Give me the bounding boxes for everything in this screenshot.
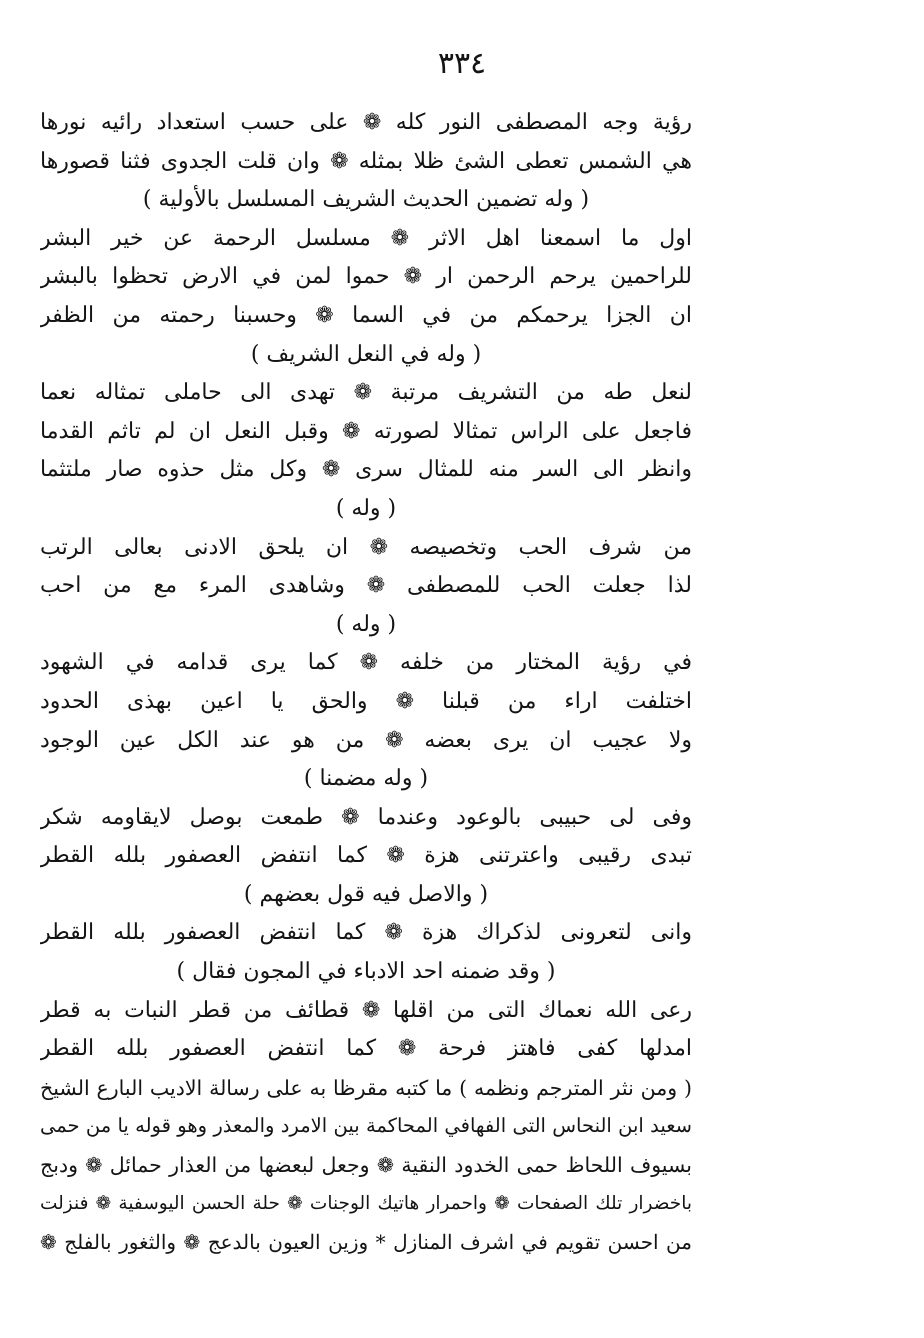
prose-line: بسيوف اللحاظ حمى الخدود النقية ❁ وجعل لبعضها من العذار حمائل ❁ ودبج bbox=[40, 1153, 692, 1178]
section-heading: ( وله في النعل الشريف ) bbox=[250, 341, 482, 367]
prose-line: من احسن تقويم في اشرف المنازل * وزين العيون بالدعج ❁ والثغور بالفلج ❁ bbox=[40, 1230, 692, 1255]
prose-line: سعيد ابن النحاس التى الفهافي المحاكمة بين الامرد والمعذر وهو قوله يا من حمى bbox=[40, 1114, 692, 1138]
verse-line: للراحمين يرحم الرحمن ار ❁ حموا لمن في الارض تحظوا بالبشر bbox=[40, 264, 692, 290]
prose-line: ( ومن نثر المترجم ونظمه ) ما كتبه مقرظا به على رسالة الاديب البارع الشيخ bbox=[40, 1075, 692, 1100]
verse-line: لنعل طه من التشريف مرتبة ❁ تهدى الى حاملى تمثاله نعما bbox=[40, 380, 692, 406]
section-heading: ( والاصل فيه قول بعضهم ) bbox=[243, 881, 489, 907]
verse-line: اول ما اسمعنا اهل الاثر ❁ مسلسل الرحمة عن خير البشر bbox=[40, 225, 692, 251]
verse-line: رعى الله نعماك التى من اقلها ❁ قطائف من قطر النبات به قطر bbox=[40, 997, 692, 1023]
verse-line: اختلفت اراء من قبلنا ❁ والحق يا اعين بهذى الحدود bbox=[40, 688, 692, 714]
verse-line: رؤية وجه المصطفى النور كله ❁ على حسب استعداد رائيه نورها bbox=[40, 110, 692, 135]
verse-line: وفى لى حبيبى بالوعود وعندما ❁ طمعت بوصل لايقاومه شكر bbox=[40, 804, 692, 830]
verse-line: وانظر الى السر منه للمثال سرى ❁ وكل مثل حذوه صار ملتثما bbox=[40, 457, 692, 483]
section-heading: ( وله مضمنا ) bbox=[303, 766, 429, 792]
verse-line: من شرف الحب وتخصيصه ❁ ان يلحق الادنى بعالى الرتب bbox=[40, 534, 692, 560]
verse-line: ولا عجيب ان يرى بعضه ❁ من هو عند الكل عين الوجود bbox=[40, 727, 692, 753]
text-block bbox=[40, 104, 692, 1262]
verse-line: في رؤية المختار من خلفه ❁ كما يرى قدامه في الشهود bbox=[40, 650, 692, 676]
verse-line: امدلها كفى فاهتز فرحة ❁ كما انتفض العصفور بلله القطر bbox=[40, 1036, 692, 1062]
verse-line: هي الشمس تعطى الشئ ظلا بمثله ❁ وان قلت الجدوى فثنا قصورها bbox=[40, 148, 692, 174]
verse-line: وانى لتعرونى لذكراك هزة ❁ كما انتفض العصفور بلله القطر bbox=[40, 920, 692, 946]
verse-line: ان الجزا يرحمكم من في السما ❁ وحسبنا رحمته من الظفر bbox=[40, 302, 692, 328]
page-number: ٣٣٤ bbox=[437, 46, 487, 81]
section-heading: ( وله تضمين الحديث الشريف المسلسل بالأولية ) bbox=[142, 187, 590, 213]
verse-line: لذا جعلت الحب للمصطفى ❁ وشاهدى المرء مع من احب bbox=[40, 573, 692, 599]
verse-line: تبدى رقيبى واعترتنى هزة ❁ كما انتفض العصفور بلله القطر bbox=[40, 843, 692, 869]
section-heading: ( وقد ضمنه احد الادباء في المجون فقال ) bbox=[176, 959, 556, 985]
verse-line: فاجعل على الراس تمثالا لصورته ❁ وقبل النعل ان لم تاثم القدما bbox=[40, 418, 692, 444]
prose-line: باخضرار تلك الصفحات ❁ واحمرار هاتيك الوجنات ❁ حلة الحسن اليوسفية ❁ فنزلت bbox=[40, 1192, 692, 1214]
section-heading: ( وله ) bbox=[335, 495, 397, 521]
section-heading: ( وله ) bbox=[335, 611, 397, 637]
